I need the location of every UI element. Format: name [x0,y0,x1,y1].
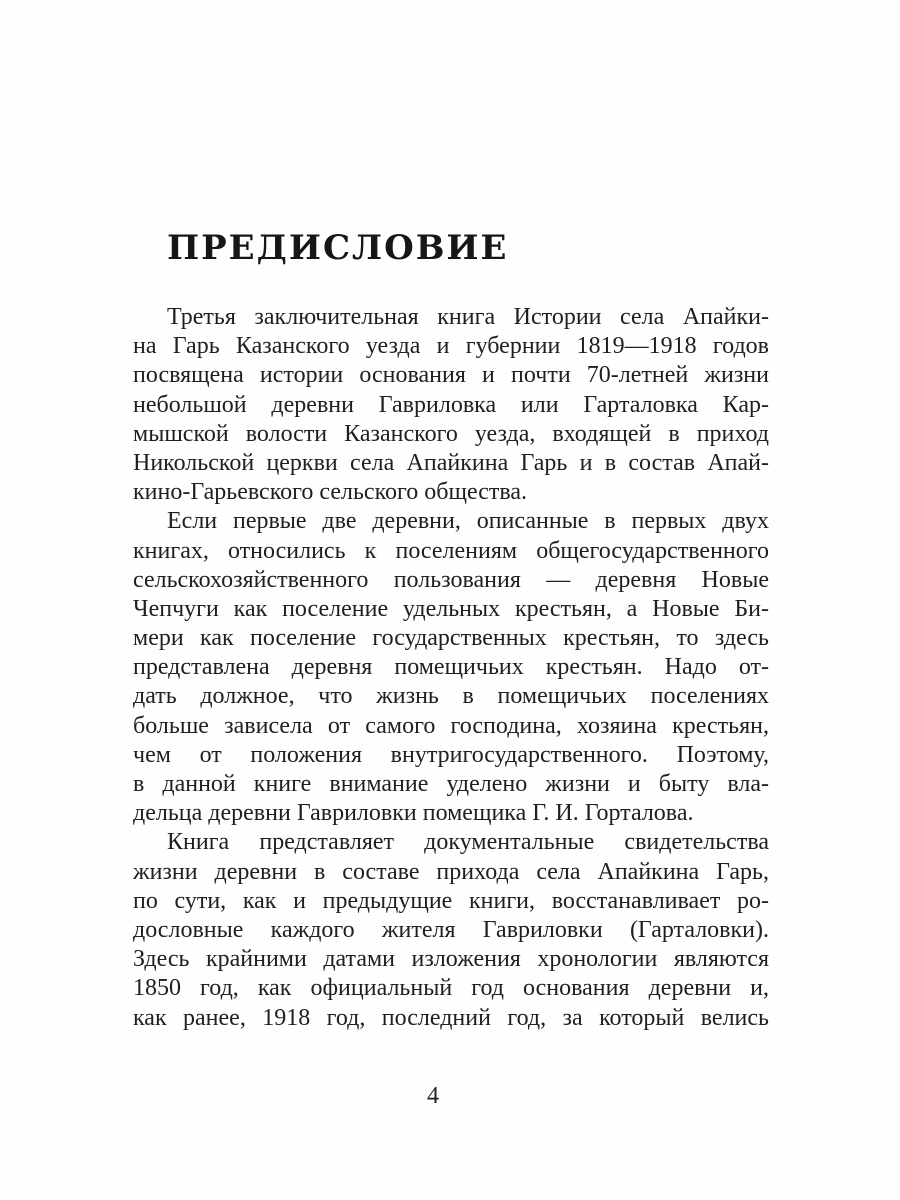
text-line: посвящена истории основания и почти 70-летней жизни [133,362,769,389]
text-line: Книга представляет документальные свидетельства [167,829,769,856]
text-line: по сути, как и предыдущие книги, восстанавливает ро- [133,887,769,914]
text-line: небольшой деревни Гавриловка или Гарталовка Кар- [133,391,769,418]
text-line: дать должное, что жизнь в помещичьих поселениях [133,683,769,710]
text-line: больше зависела от самого господина, хозяина крестьян, [133,712,769,739]
paragraph [133,828,769,1032]
text-line: Здесь крайними датами изложения хронологии являются [133,946,769,973]
text-line: мышской волости Казанского уезда, входящей в приход [133,420,769,447]
text-line: представлена деревня помещичьих крестьян. Надо от- [133,654,769,681]
text-line: дословные каждого жителя Гавриловки (Гарталовки). [133,916,769,943]
text-line: жизни деревни в составе прихода села Апайкина Гарь, [133,858,769,885]
text-line: Третья заключительная книга Истории села Апайки- [167,304,769,330]
text-line: Чепчуги как поселение удельных крестьян, а Новые Би- [133,595,769,622]
chapter-title: ПРЕДИСЛОВИЕ [167,228,509,268]
text-line: чем от положения внутригосударственного. Поэтому, [133,741,769,768]
text-line: мери как поселение государственных крестьян, то здесь [133,625,769,652]
text-line: Никольской церкви села Апайкина Гарь и в состав Апай- [133,449,769,476]
text-line: кино-Гарьевского сельского общества. [133,479,528,506]
text-line: на Гарь Казанского уезда и губернии 1819—1918 годов [133,333,769,360]
text-line: книгах, относились к поселениям общегосударственного [133,537,769,564]
body-text [133,303,769,1033]
page-number: 4 [427,1083,439,1109]
text-line: как ранее, 1918 год, последний год, за который велись [133,1004,769,1031]
text-line: 1850 год, как официальный год основания деревни и, [133,975,769,1002]
text-line: сельскохозяйственного пользования — деревня Новые [133,566,769,593]
text-line: дельца деревни Гавриловки помещика Г. И. Горталова. [133,800,694,827]
paragraph [133,303,769,507]
paragraph [133,507,769,828]
text-line: Если первые две деревни, описанные в первых двух [167,508,769,535]
text-line: в данной книге внимание уделено жизни и быту вла- [133,771,769,797]
